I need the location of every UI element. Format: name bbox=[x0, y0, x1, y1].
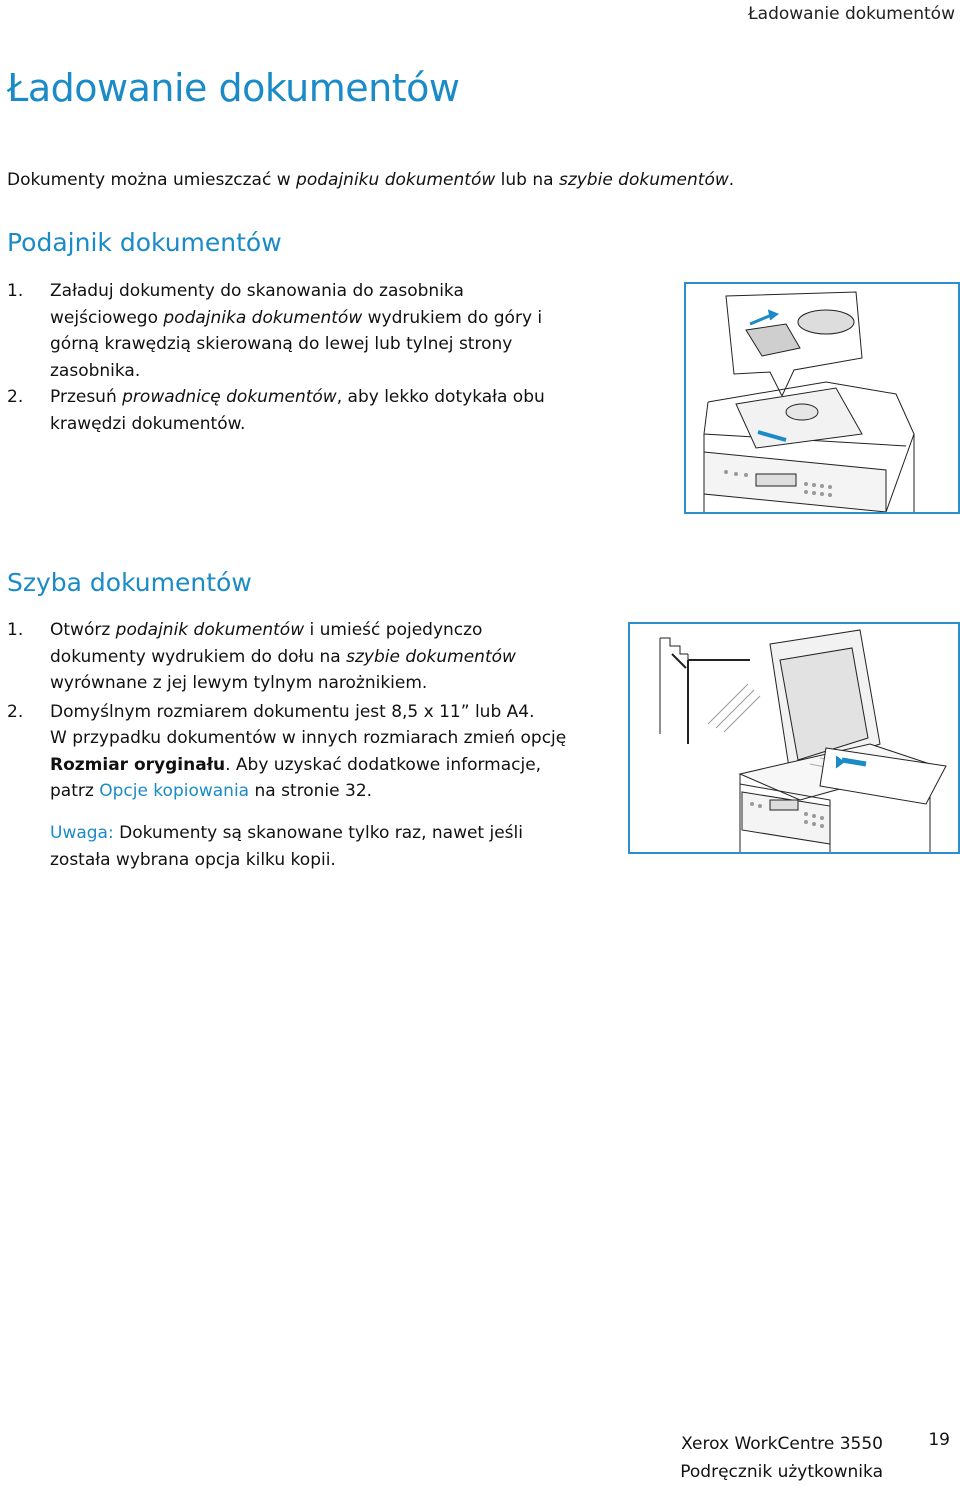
step-text bbox=[50, 617, 566, 697]
note bbox=[50, 820, 523, 873]
step-line: Domyślnym rozmiarem dokumentu jest 8,5 x 11” lub A4. bbox=[50, 701, 535, 722]
step-term: podajnika dokumentów bbox=[163, 307, 363, 328]
step-text bbox=[50, 278, 545, 384]
step-line: Załaduj dokumenty do skanowania do zasobnika bbox=[50, 281, 464, 301]
list-item bbox=[7, 384, 545, 437]
step-line: zasobnika. bbox=[50, 360, 141, 381]
step-number: 1. bbox=[7, 281, 24, 301]
glass-illustration bbox=[628, 622, 960, 854]
step-line: . Aby uzyskać dodatkowe informacje, bbox=[225, 754, 542, 775]
list-item bbox=[7, 617, 566, 697]
section-heading-feeder: Podajnik dokumentów bbox=[7, 228, 282, 257]
glass-steps bbox=[7, 617, 566, 805]
intro-paragraph bbox=[7, 170, 734, 190]
step-line: Przesuń bbox=[50, 387, 123, 407]
product-name: Xerox WorkCentre 3550 bbox=[681, 1434, 883, 1454]
step-term: szybie dokumentów bbox=[346, 646, 516, 667]
step-line: wydrukiem do góry i bbox=[362, 307, 543, 328]
page-title: Ładowanie dokumentów bbox=[7, 66, 460, 110]
step-line: na stronie 32. bbox=[249, 781, 373, 801]
step-line: , aby lekko dotykała obu bbox=[336, 387, 545, 407]
option-name: Rozmiar oryginału bbox=[50, 754, 226, 775]
step-line: W przypadku dokumentów w innych rozmiarach zmień opcję bbox=[50, 728, 567, 748]
feeder-illustration bbox=[684, 282, 960, 514]
step-line: i umieść pojedynczo bbox=[304, 620, 483, 640]
list-item bbox=[7, 699, 566, 805]
note-label: Uwaga: bbox=[50, 823, 114, 843]
intro-text: lub na bbox=[495, 170, 559, 190]
running-header: Ładowanie dokumentów bbox=[748, 4, 955, 24]
copy-options-link[interactable]: Opcje kopiowania bbox=[99, 781, 250, 801]
step-line: wejściowego bbox=[50, 307, 164, 328]
note-text: Dokumenty są skanowane tylko raz, nawet jeśli bbox=[113, 823, 523, 843]
step-number: 2. bbox=[7, 701, 24, 722]
intro-text: . bbox=[728, 170, 735, 190]
page-number: 19 bbox=[928, 1430, 950, 1450]
note-text: została wybrana opcja kilku kopii. bbox=[50, 849, 336, 870]
list-item bbox=[7, 278, 545, 384]
step-line: patrz bbox=[50, 781, 100, 801]
intro-term-glass: szybie dokumentów bbox=[558, 170, 729, 190]
step-line: Otwórz bbox=[50, 620, 116, 640]
printer-glass-drawing bbox=[630, 624, 958, 852]
step-text bbox=[50, 384, 545, 437]
step-line: wyrównane z jej lewym tylnym narożnikiem. bbox=[50, 673, 428, 693]
step-term: podajnik dokumentów bbox=[115, 620, 305, 640]
step-line: krawędzi dokumentów. bbox=[50, 413, 246, 434]
step-line: dokumenty wydrukiem do dołu na bbox=[50, 646, 347, 667]
step-number: 1. bbox=[7, 620, 24, 640]
section-heading-glass: Szyba dokumentów bbox=[7, 568, 252, 597]
footer-product bbox=[680, 1430, 883, 1486]
printer-feeder-drawing bbox=[686, 284, 958, 512]
step-term: prowadnicę dokumentów bbox=[122, 387, 337, 407]
guide-name: Podręcznik użytkownika bbox=[680, 1462, 883, 1482]
step-line: górną krawędzią skierowaną do lewej lub tylnej strony bbox=[50, 334, 513, 354]
intro-text: Dokumenty można umieszczać w bbox=[7, 170, 297, 190]
intro-term-feeder: podajniku dokumentów bbox=[296, 170, 496, 190]
step-number: 2. bbox=[7, 387, 24, 407]
step-text bbox=[50, 699, 566, 805]
feeder-steps bbox=[7, 278, 545, 437]
